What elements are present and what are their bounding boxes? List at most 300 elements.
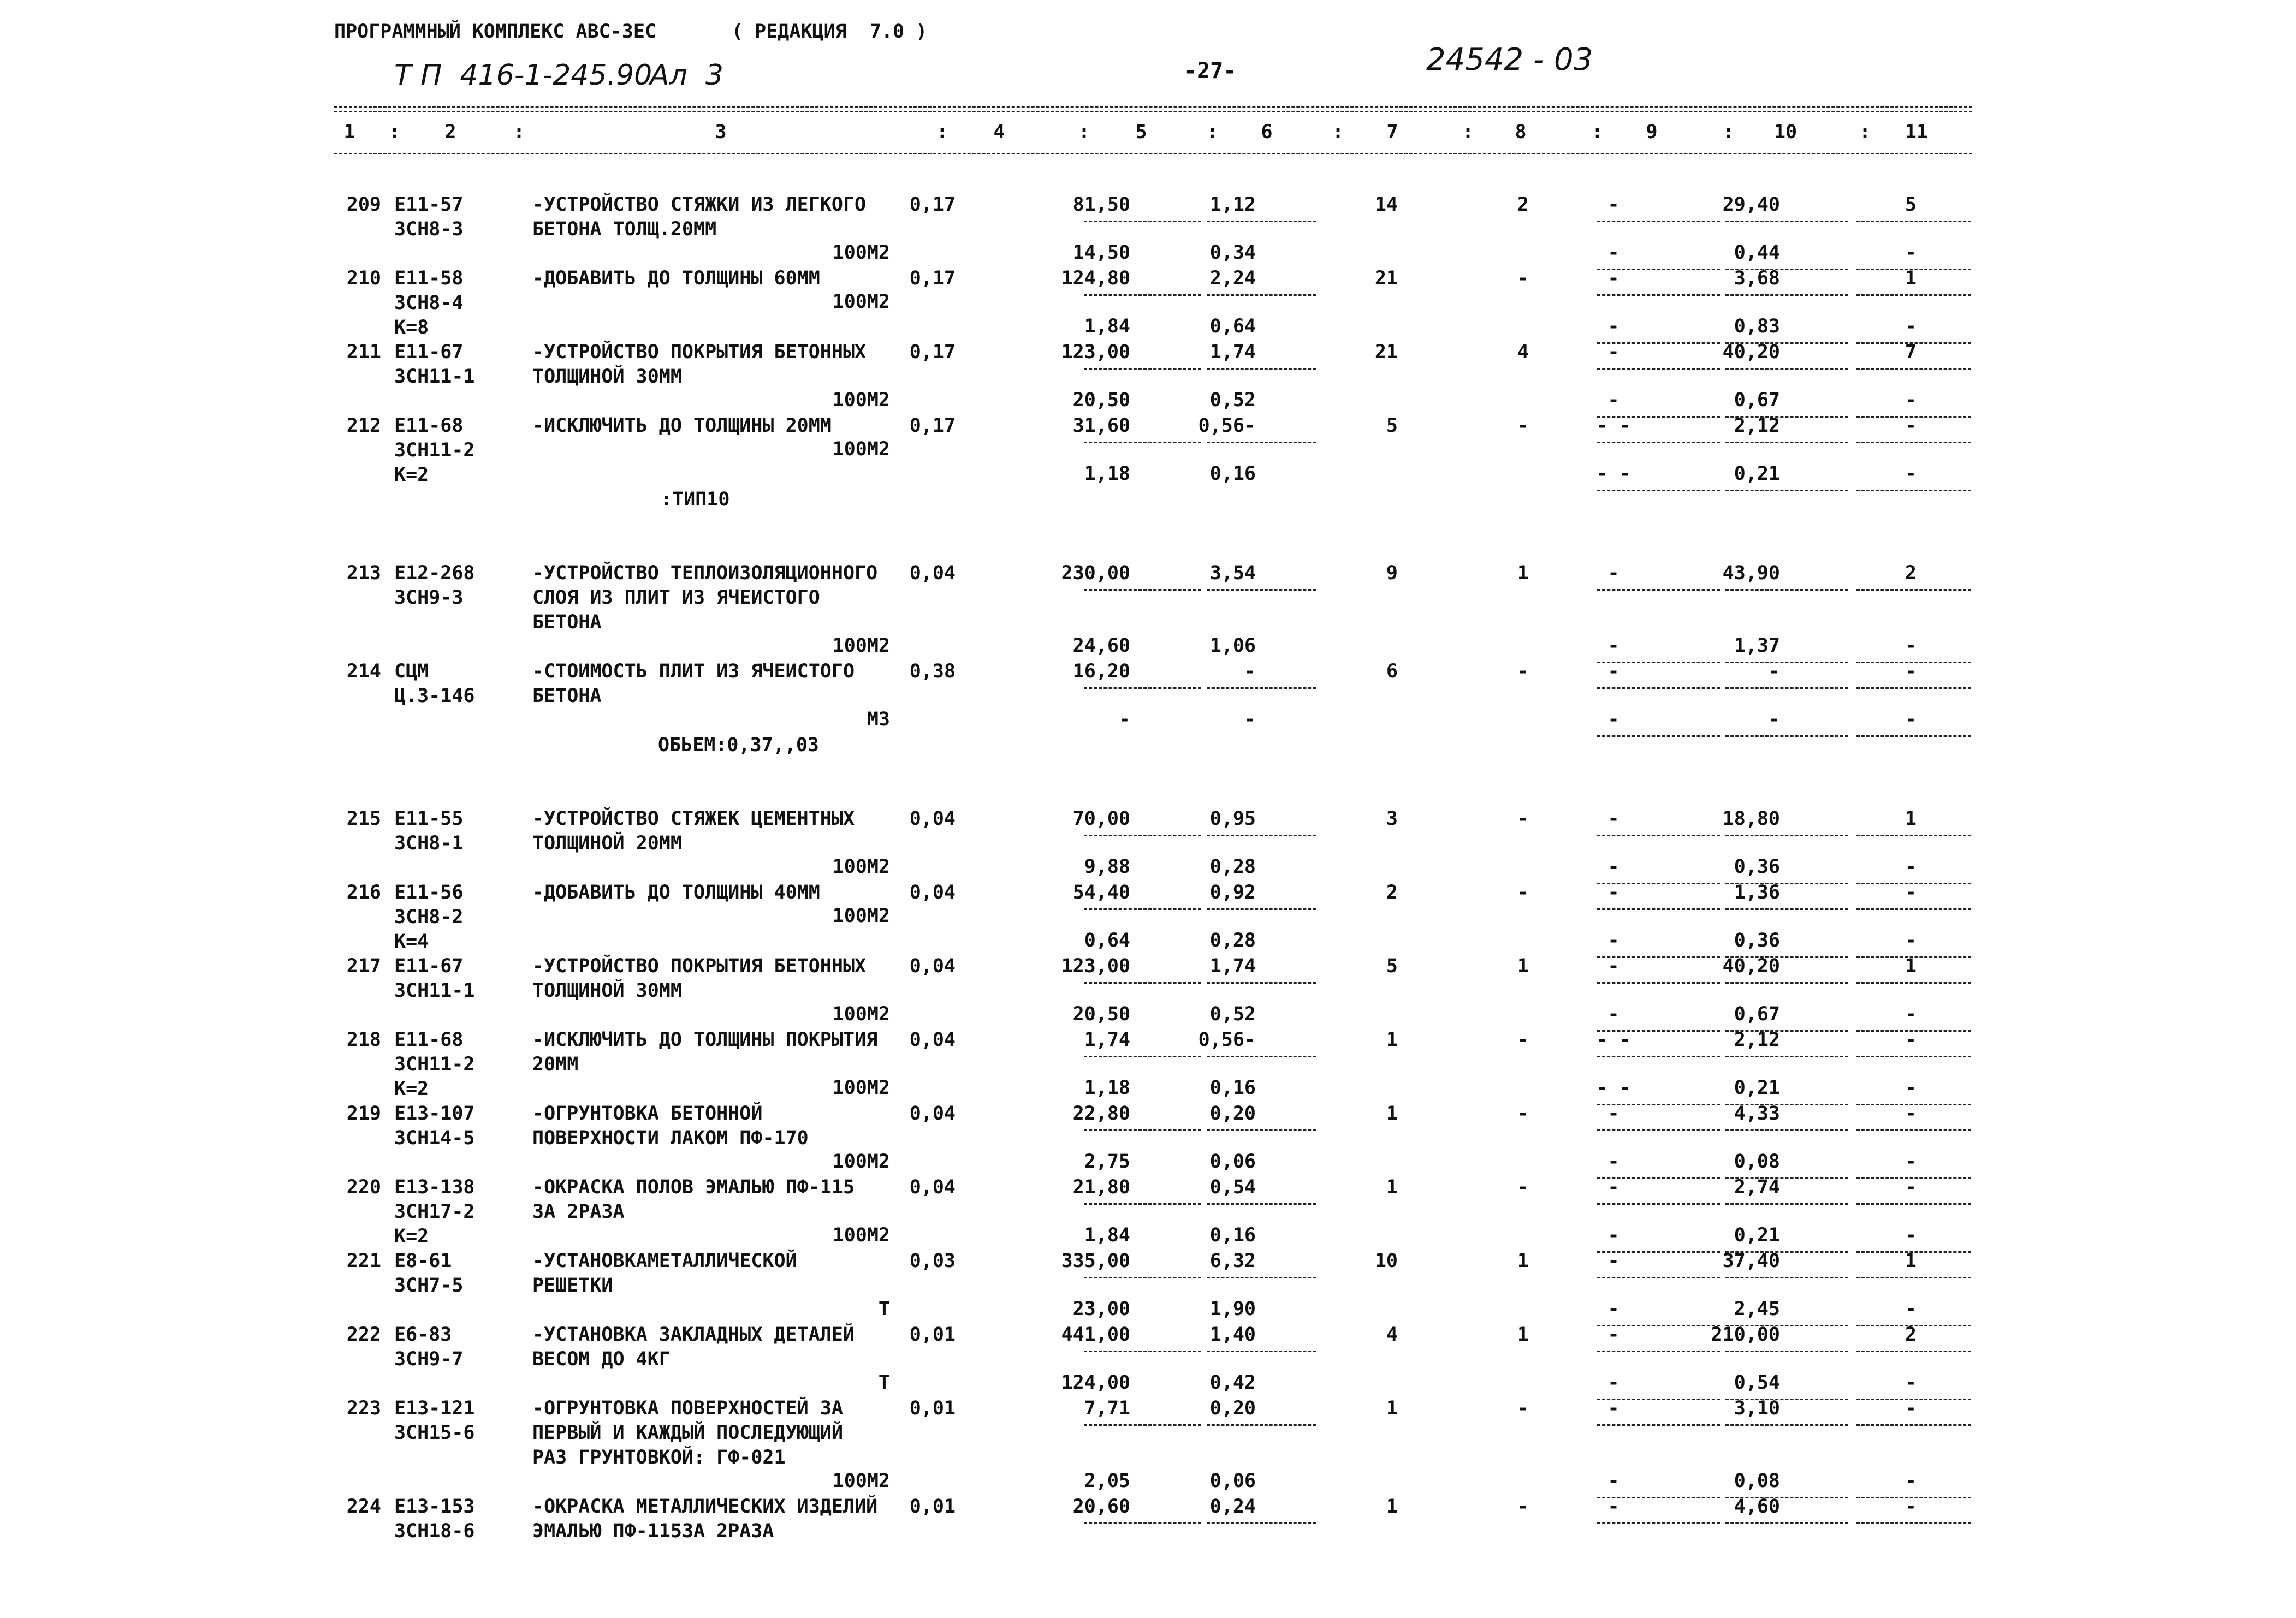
cell-c8: 4 (1517, 341, 1529, 363)
row-rule (1856, 687, 1971, 689)
column-header-2: 2 (444, 121, 456, 143)
cell-c5: 70,00 (1072, 808, 1130, 830)
row-rule (1597, 1203, 1720, 1205)
sub-cell-6: 0,42 (1209, 1372, 1256, 1394)
row-rule (1207, 1056, 1316, 1057)
row-rule (1084, 368, 1201, 370)
sub-cell-10: 0,21 (1734, 1224, 1780, 1246)
row-code: Е11-58 (394, 267, 464, 289)
cell-c8: 1 (1517, 1324, 1529, 1346)
row-number: 215 (346, 808, 381, 830)
row-rule (1725, 735, 1848, 737)
row-rule (1207, 1129, 1316, 1131)
row-rule (1725, 1277, 1848, 1278)
sub-cell-9: - (1607, 389, 1619, 411)
cell-c8: - (1517, 661, 1529, 682)
cell-c8: 1 (1517, 1250, 1529, 1272)
row-code: СЦМ (394, 661, 429, 682)
row-description: -ОКРАСКА МЕТАЛЛИЧЕСКИХ ИЗДЕЛИЙ (532, 1496, 878, 1518)
cell-c10: 40,20 (1722, 955, 1780, 977)
row-rule (1597, 368, 1720, 370)
cell-c5: 31,60 (1072, 415, 1130, 437)
row-rule (1084, 982, 1201, 984)
cell-c9: - (1607, 1397, 1619, 1419)
sub-cell-9: - (1607, 316, 1619, 337)
row-code: ЗСН8-1 (394, 832, 464, 854)
row-rule (1597, 687, 1720, 689)
row-code: ЗСН8-2 (394, 906, 464, 928)
column-header-4: 4 (993, 121, 1005, 143)
row-rule (1856, 982, 1971, 984)
sub-cell-10: 0,67 (1734, 389, 1780, 411)
unit-label: Т (878, 1372, 890, 1394)
row-rule (1597, 442, 1720, 443)
section-note-type: :ТИП10 (661, 489, 730, 510)
row-rule (1725, 589, 1848, 591)
sheet-label: Ал 3 (650, 59, 723, 92)
row-rule (1084, 1203, 1201, 1205)
sub-cell-6: 0,16 (1209, 1224, 1256, 1246)
unit-label: 100М2 (832, 242, 890, 264)
row-description: -ДОБАВИТЬ ДО ТОЛЩИНЫ 40ММ (532, 882, 820, 903)
sub-cell-5: 1,84 (1084, 316, 1130, 337)
row-rule (1597, 589, 1720, 591)
sub-cell-9: - (1607, 1224, 1619, 1246)
edition-label: ( РЕДАКЦИЯ 7.0 ) (732, 21, 928, 43)
row-description: ТОЛЩИНОЙ 20ММ (532, 832, 682, 854)
sub-cell-10: 0,67 (1734, 1003, 1780, 1025)
row-code: Е11-68 (394, 415, 464, 437)
sub-cell-9: - (1607, 1003, 1619, 1025)
cell-c10: 37,40 (1722, 1250, 1780, 1272)
sub-cell-9: - (1607, 1298, 1619, 1320)
unit-label: 100М2 (832, 856, 890, 878)
row-rule (1084, 1277, 1201, 1278)
sub-cell-6: 0,28 (1209, 856, 1256, 878)
row-rule (1597, 1129, 1720, 1131)
cell-c7: 4 (1386, 1324, 1398, 1346)
row-rule (1725, 1203, 1848, 1205)
column-separator: : (389, 121, 401, 143)
row-rule (1856, 1203, 1971, 1205)
cell-c6: 1,74 (1209, 341, 1256, 363)
row-rule (1084, 589, 1201, 591)
cell-c11: 1 (1905, 1250, 1917, 1272)
row-number: 216 (346, 882, 381, 903)
row-rule (1856, 1351, 1971, 1352)
cell-c11: - (1905, 882, 1917, 903)
row-rule (1856, 1277, 1971, 1278)
row-rule (1856, 589, 1971, 591)
sub-cell-10: 0,44 (1734, 242, 1780, 264)
cell-c6: 0,92 (1209, 882, 1256, 903)
cell-c11: 1 (1905, 955, 1917, 977)
cell-c5: 81,50 (1072, 194, 1130, 216)
sub-cell-5: 124,00 (1061, 1372, 1130, 1394)
cell-c6: 0,54 (1209, 1176, 1256, 1198)
doc-code: Т П 416-1-245.90 (394, 59, 652, 92)
row-description: ЭМАЛЬЮ ПФ-1153А 2РАЗА (532, 1520, 774, 1542)
cell-c8: - (1517, 267, 1529, 289)
cell-c8: - (1517, 1103, 1529, 1125)
cell-c8: 2 (1517, 194, 1529, 216)
sub-cell-5: 1,18 (1084, 463, 1130, 485)
cell-c7: 1 (1386, 1496, 1398, 1518)
cell-c7: 1 (1386, 1029, 1398, 1051)
header-rule-top-2 (334, 111, 1972, 112)
sub-cell-11: - (1905, 635, 1917, 657)
row-rule (1084, 1424, 1201, 1426)
row-number: 220 (346, 1176, 381, 1198)
row-code: ЗСН15-6 (394, 1422, 475, 1444)
row-rule (1084, 294, 1201, 296)
row-code: ЗСН11-1 (394, 366, 475, 388)
cell-c9: - (1607, 808, 1619, 830)
cell-c4: 0,38 (909, 661, 956, 682)
sub-cell-10: - (1768, 709, 1780, 730)
row-rule (1207, 368, 1316, 370)
cell-c4: 0,04 (909, 808, 956, 830)
row-rule (1597, 908, 1720, 910)
cell-c8: 1 (1517, 562, 1529, 584)
row-rule (1084, 1056, 1201, 1057)
row-description: -УСТРОЙСТВО СТЯЖКИ ИЗ ЛЕГКОГО (532, 194, 867, 216)
cell-c5: 230,00 (1061, 562, 1130, 584)
sub-cell-9: - (1607, 709, 1619, 730)
cell-c8: 1 (1517, 955, 1529, 977)
row-description: -УСТРОЙСТВО ТЕПЛОИЗОЛЯЦИОННОГО (532, 562, 878, 584)
sub-cell-11: - (1905, 1224, 1917, 1246)
sub-cell-11: - (1905, 316, 1917, 337)
cell-c6: 3,54 (1209, 562, 1256, 584)
row-rule (1084, 1129, 1201, 1131)
row-rule (1856, 1522, 1971, 1524)
row-description: РЕШЕТКИ (532, 1275, 613, 1296)
sub-cell-6: 0,52 (1209, 1003, 1256, 1025)
row-rule (1597, 294, 1720, 296)
row-code: ЗСН11-2 (394, 439, 475, 461)
row-description: ПОВЕРХНОСТИ ЛАКОМ ПФ-170 (532, 1127, 809, 1149)
sub-cell-6: 0,28 (1209, 930, 1256, 951)
cell-c11: - (1905, 1397, 1917, 1419)
sub-cell-11: - (1905, 1372, 1917, 1394)
cell-c11: 2 (1905, 1324, 1917, 1346)
cell-c5: 335,00 (1061, 1250, 1130, 1272)
row-description: ТОЛЩИНОЙ 30ММ (532, 366, 682, 388)
sub-cell-6: - (1244, 709, 1256, 730)
column-separator: : (1078, 121, 1090, 143)
column-header-10: 10 (1773, 121, 1797, 143)
row-rule (1597, 1056, 1720, 1057)
sub-cell-11: - (1905, 1298, 1917, 1320)
column-separator: : (936, 121, 948, 143)
row-rule (1725, 1351, 1848, 1352)
row-code: Ц.3-146 (394, 685, 475, 707)
sub-cell-9: - - (1596, 463, 1631, 485)
cell-c9: - (1607, 562, 1619, 584)
unit-label: 100М2 (832, 389, 890, 411)
column-header-11: 11 (1905, 121, 1929, 143)
row-rule (1084, 442, 1201, 443)
row-description: -ИСКЛЮЧИТЬ ДО ТОЛЩИНЫ 20ММ (532, 415, 832, 437)
cell-c9: - (1607, 194, 1619, 216)
row-description: БЕТОНА (532, 611, 602, 633)
header-rule-bottom (334, 153, 1972, 154)
row-rule (1725, 835, 1848, 836)
sub-cell-5: 2,75 (1084, 1151, 1130, 1173)
row-code: Е11-67 (394, 341, 464, 363)
row-rule (1725, 982, 1848, 984)
cell-c6: 0,56- (1198, 1029, 1256, 1051)
cell-c7: 5 (1386, 955, 1398, 977)
sub-cell-10: 2,45 (1734, 1298, 1780, 1320)
cell-c7: 6 (1386, 661, 1398, 682)
cell-c10: 2,74 (1734, 1176, 1780, 1198)
cell-c9: - - (1596, 415, 1631, 437)
cell-c10: 3,68 (1734, 267, 1780, 289)
cell-c7: 9 (1386, 562, 1398, 584)
row-number: 210 (346, 267, 381, 289)
sub-cell-10: 0,83 (1734, 316, 1780, 337)
sub-cell-6: 0,52 (1209, 389, 1256, 411)
sub-cell-6: 0,16 (1209, 463, 1256, 485)
sub-cell-6: 1,06 (1209, 635, 1256, 657)
cell-c5: 16,20 (1072, 661, 1130, 682)
sub-cell-5: 0,64 (1084, 930, 1130, 951)
cell-c5: 441,00 (1061, 1324, 1130, 1346)
row-rule (1856, 294, 1971, 296)
row-code: К=2 (394, 1078, 429, 1100)
row-rule (1597, 1351, 1720, 1352)
column-header-7: 7 (1386, 121, 1398, 143)
cell-c11: 2 (1905, 562, 1917, 584)
cell-c9: - (1607, 1176, 1619, 1198)
cell-c6: 2,24 (1209, 267, 1256, 289)
row-code: Е8-61 (394, 1250, 452, 1272)
row-rule (1725, 1424, 1848, 1426)
cell-c4: 0,01 (909, 1496, 956, 1518)
cell-c5: 123,00 (1061, 341, 1130, 363)
row-rule (1725, 1056, 1848, 1057)
cell-c7: 5 (1386, 415, 1398, 437)
sub-cell-5: 23,00 (1072, 1298, 1130, 1320)
cell-c9: - (1607, 1103, 1619, 1125)
row-rule (1597, 982, 1720, 984)
sub-cell-9: - (1607, 1151, 1619, 1173)
cell-c11: 1 (1905, 267, 1917, 289)
row-code: Е13-121 (394, 1397, 475, 1419)
sub-cell-9: - (1607, 1372, 1619, 1394)
row-rule (1207, 1424, 1316, 1426)
row-code: ЗСН11-1 (394, 980, 475, 1002)
cell-c8: - (1517, 882, 1529, 903)
cell-c9: - (1607, 955, 1619, 977)
row-code: ЗСН9-3 (394, 587, 464, 609)
cell-c9: - (1607, 341, 1619, 363)
row-rule (1725, 368, 1848, 370)
unit-label: 100М2 (832, 291, 890, 313)
row-number: 213 (346, 562, 381, 584)
row-rule (1207, 1203, 1316, 1205)
row-code: К=8 (394, 317, 429, 338)
row-code: К=4 (394, 931, 429, 953)
unit-label: 100М2 (832, 1003, 890, 1025)
sub-cell-5: 1,18 (1084, 1077, 1130, 1099)
cell-c5: 123,00 (1061, 955, 1130, 977)
row-description: -УСТАНОВКА ЗАКЛАДНЫХ ДЕТАЛЕЙ (532, 1324, 855, 1346)
unit-label: 100М2 (832, 438, 890, 460)
row-rule (1597, 490, 1720, 491)
sub-cell-6: 0,06 (1209, 1470, 1256, 1492)
cell-c4: 0,04 (909, 882, 956, 903)
cell-c6: 0,20 (1209, 1103, 1256, 1125)
column-header-3: 3 (715, 121, 727, 143)
cell-c4: 0,01 (909, 1397, 956, 1419)
unit-label: 100М2 (832, 1151, 890, 1173)
cell-c10: 4,33 (1734, 1103, 1780, 1125)
row-rule (1856, 1129, 1971, 1131)
cell-c4: 0,04 (909, 955, 956, 977)
row-rule (1207, 1277, 1316, 1278)
row-rule (1597, 1277, 1720, 1278)
unit-label: Т (878, 1298, 890, 1320)
cell-c11: - (1905, 1176, 1917, 1198)
cell-c7: 1 (1386, 1103, 1398, 1125)
row-description: БЕТОНА (532, 685, 602, 707)
row-rule (1856, 442, 1971, 443)
sub-cell-5: 1,84 (1084, 1224, 1130, 1246)
cell-c9: - (1607, 1496, 1619, 1518)
row-rule (1856, 221, 1971, 222)
row-description: -СТОИМОСТЬ ПЛИТ ИЗ ЯЧЕИСТОГО (532, 661, 855, 682)
sub-cell-11: - (1905, 1003, 1917, 1025)
cell-c11: 5 (1905, 194, 1917, 216)
row-rule (1725, 1522, 1848, 1524)
cell-c8: - (1517, 415, 1529, 437)
row-code: Е12-268 (394, 562, 475, 584)
cell-c9: - (1607, 661, 1619, 682)
row-code: Е13-138 (394, 1176, 475, 1198)
cell-c10: 210,00 (1711, 1324, 1780, 1346)
cell-c6: 1,12 (1209, 194, 1256, 216)
row-description: -УСТРОЙСТВО ПОКРЫТИЯ БЕТОННЫХ (532, 955, 867, 977)
row-rule (1207, 1522, 1316, 1524)
row-number: 222 (346, 1324, 381, 1346)
cell-c9: - (1607, 1324, 1619, 1346)
cell-c8: - (1517, 1176, 1529, 1198)
unit-label: 100М2 (832, 905, 890, 927)
cell-c11: - (1905, 661, 1917, 682)
cell-c10: 18,80 (1722, 808, 1780, 830)
row-rule (1725, 221, 1848, 222)
cell-c6: 0,24 (1209, 1496, 1256, 1518)
row-rule (1725, 442, 1848, 443)
column-separator: : (1592, 121, 1604, 143)
cell-c10: 1,36 (1734, 882, 1780, 903)
cell-c10: 2,12 (1734, 1029, 1780, 1051)
cell-c9: - (1607, 267, 1619, 289)
cell-c10: 29,40 (1722, 194, 1780, 216)
section-note-volume: ОБЬЕМ:0,37,,03 (658, 734, 820, 756)
column-separator: : (1207, 121, 1219, 143)
row-code: ЗСН8-4 (394, 292, 464, 314)
program-title: ПРОГРАММНЫЙ КОМПЛЕКС АВС-3ЕС (334, 21, 657, 43)
row-code: Е13-153 (394, 1496, 475, 1518)
sub-cell-11: - (1905, 1151, 1917, 1173)
sub-cell-6: 0,16 (1209, 1077, 1256, 1099)
row-description: -УСТРОЙСТВО СТЯЖЕК ЦЕМЕНТНЫХ (532, 808, 855, 830)
row-code: Е11-67 (394, 955, 464, 977)
row-number: 209 (346, 194, 381, 216)
row-description: -ОГРУНТОВКА БЕТОННОЙ (532, 1103, 763, 1125)
row-code: Е6-83 (394, 1324, 452, 1346)
sub-cell-5: 9,88 (1084, 856, 1130, 878)
cell-c4: 0,04 (909, 1103, 956, 1125)
cell-c10: 3,10 (1734, 1397, 1780, 1419)
row-number: 211 (346, 341, 381, 363)
column-header-6: 6 (1261, 121, 1273, 143)
column-separator: : (1859, 121, 1871, 143)
row-number: 212 (346, 415, 381, 437)
cell-c8: - (1517, 1496, 1529, 1518)
sub-cell-6: 0,34 (1209, 242, 1256, 264)
cell-c8: - (1517, 1029, 1529, 1051)
cell-c6: 1,40 (1209, 1324, 1256, 1346)
row-description: -ОГРУНТОВКА ПОВЕРХНОСТЕЙ ЗА (532, 1397, 843, 1419)
row-rule (1725, 687, 1848, 689)
row-rule (1856, 908, 1971, 910)
cell-c6: 0,20 (1209, 1397, 1256, 1419)
row-rule (1207, 589, 1316, 591)
cell-c4: 0,01 (909, 1324, 956, 1346)
cell-c4: 0,17 (909, 341, 956, 363)
cell-c4: 0,04 (909, 1176, 956, 1198)
cell-c7: 14 (1374, 194, 1398, 216)
row-rule (1725, 294, 1848, 296)
sub-cell-10: 0,08 (1734, 1470, 1780, 1492)
column-header-9: 9 (1646, 121, 1658, 143)
unit-label: 100М2 (832, 635, 890, 657)
cell-c5: 54,40 (1072, 882, 1130, 903)
row-rule (1207, 442, 1316, 443)
cell-c6: 0,95 (1209, 808, 1256, 830)
sub-cell-9: - (1607, 635, 1619, 657)
sub-cell-11: - (1905, 1077, 1917, 1099)
sub-cell-10: 0,36 (1734, 930, 1780, 951)
row-rule (1207, 221, 1316, 222)
row-rule (1856, 368, 1971, 370)
row-rule (1207, 835, 1316, 836)
cell-c9: - (1607, 882, 1619, 903)
row-description: ВЕСОМ ДО 4КГ (532, 1348, 671, 1370)
row-code: ЗСН17-2 (394, 1201, 475, 1223)
row-rule (1597, 1424, 1720, 1426)
row-rule (1084, 687, 1201, 689)
row-code: ЗСН8-3 (394, 218, 464, 240)
row-rule (1856, 735, 1971, 737)
cell-c4: 0,03 (909, 1250, 956, 1272)
sub-cell-11: - (1905, 856, 1917, 878)
sub-cell-5: 20,50 (1072, 389, 1130, 411)
row-code: К=2 (394, 1226, 429, 1247)
sub-cell-11: - (1905, 463, 1917, 485)
column-separator: : (513, 121, 525, 143)
sub-cell-11: - (1905, 709, 1917, 730)
cell-c7: 10 (1374, 1250, 1398, 1272)
sub-cell-10: 0,21 (1734, 1077, 1780, 1099)
row-number: 221 (346, 1250, 381, 1272)
column-header-1: 1 (343, 121, 355, 143)
